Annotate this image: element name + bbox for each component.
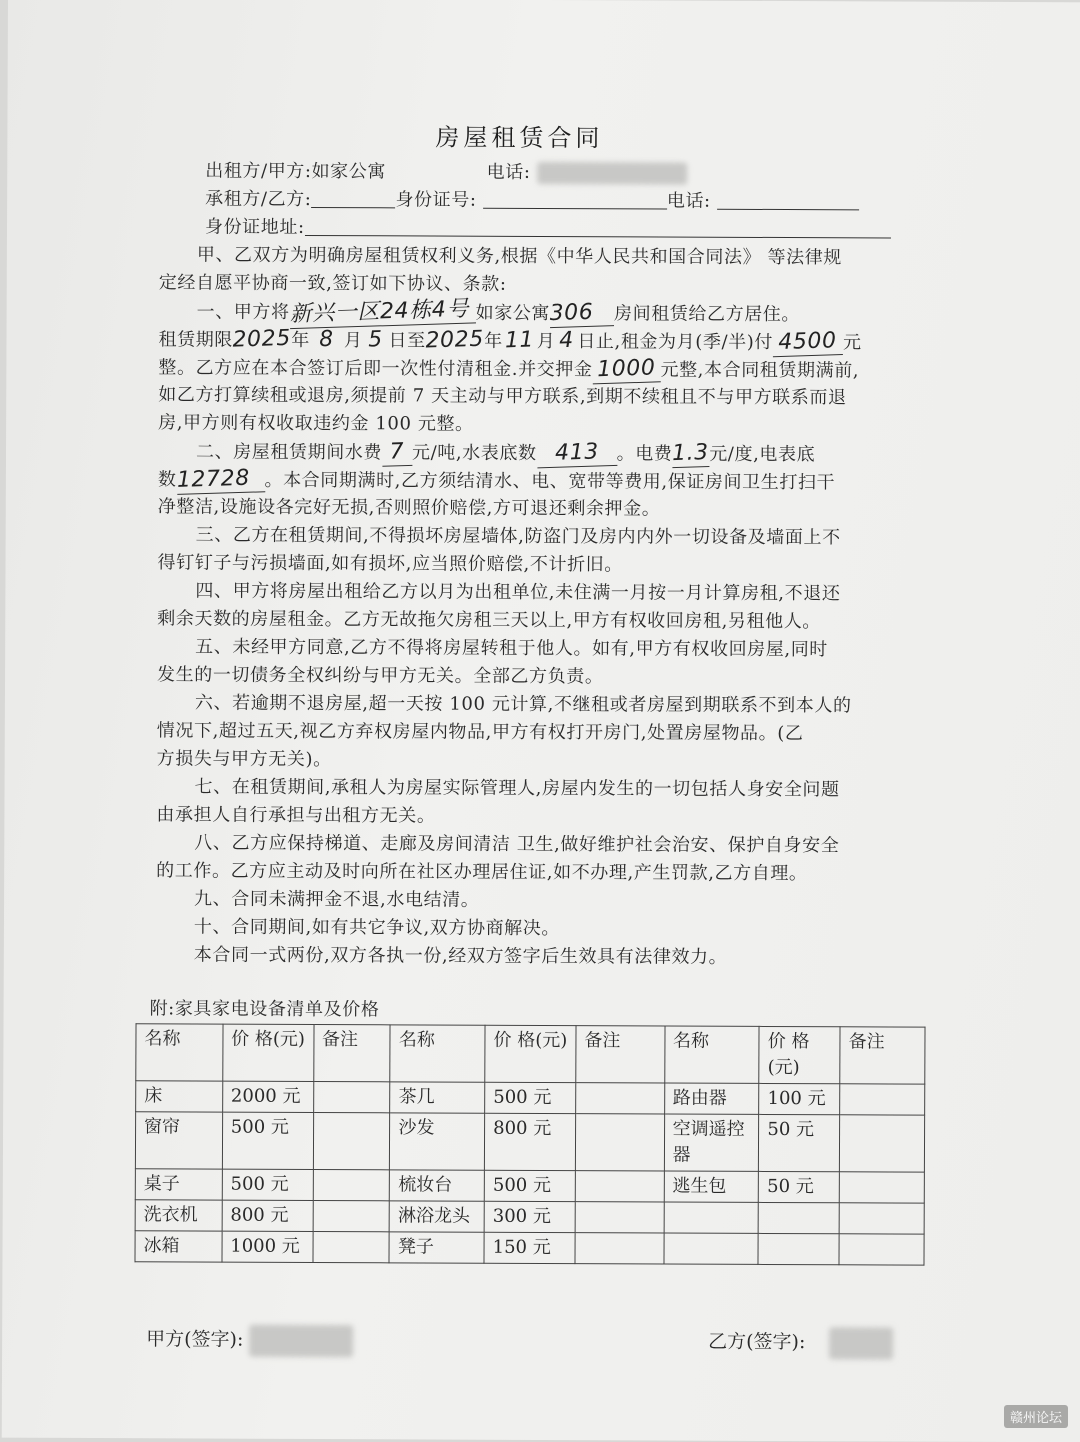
- furniture-table: [134, 1023, 925, 1265]
- id-number-blank: [483, 188, 667, 210]
- table-cell: 800 元: [484, 1113, 575, 1170]
- header-name-3: 名称: [664, 1026, 759, 1083]
- table-row: [135, 1231, 924, 1265]
- table-cell: 桌子: [135, 1169, 222, 1200]
- id-address-row: [205, 215, 891, 244]
- lessee-row: [205, 187, 859, 216]
- table-row: [135, 1112, 924, 1172]
- sign-a-area: [146, 1324, 353, 1357]
- header-note-2: 备注: [576, 1026, 665, 1083]
- handwritten-start-month: 8: [319, 326, 335, 353]
- id-address-label: 身份证地址:: [204, 216, 305, 238]
- handwritten-end-month: 11: [504, 327, 535, 354]
- clause-8-line-1: 八、乙方应保持梯道、走廊及房间清洁 卫生,做好维护社会治安、保护自身安全: [194, 832, 840, 857]
- table-cell: 500 元: [485, 1082, 576, 1113]
- table-cell: 床: [136, 1081, 223, 1112]
- signature-b-redaction: [829, 1327, 893, 1359]
- table-cell: 50 元: [759, 1114, 840, 1171]
- handwritten-start-day: 5: [367, 327, 384, 353]
- table-cell: [313, 1081, 390, 1112]
- handwritten-address: 新兴一区24栋4号: [289, 296, 476, 329]
- table-cell: 300 元: [484, 1201, 575, 1232]
- table-cell: 100 元: [759, 1083, 840, 1114]
- table-cell: [758, 1202, 839, 1233]
- sign-b-label: 乙方(签字):: [708, 1330, 806, 1354]
- phone-redaction: [537, 162, 687, 185]
- clause-3-line-2: 得钉钉子与污损墙面,如有损坏,应当照价赔偿,不计折旧。: [157, 552, 623, 576]
- table-cell: [313, 1169, 390, 1200]
- header-note-3: 备注: [840, 1027, 925, 1084]
- forum-watermark: 赣州论坛: [1004, 1405, 1068, 1428]
- table-cell: [664, 1202, 759, 1233]
- sign-b-area: [708, 1327, 893, 1360]
- table-cell: [839, 1172, 924, 1203]
- clause-8-line-2: 的工作。乙方应主动及时向所在社区办理居住证,如不办理,产生罚款,乙方自理。: [156, 860, 808, 885]
- handwritten-elec-fee: 1.3: [672, 440, 710, 467]
- clause-6-line-3: 方损失与甲方无关)。: [156, 748, 332, 771]
- header-price-1: 价 格(元): [223, 1024, 314, 1081]
- table-cell: [575, 1171, 664, 1202]
- table-cell: [840, 1084, 925, 1115]
- table-cell: 2000 元: [222, 1081, 313, 1112]
- header-price-2: 价 格(元): [485, 1025, 576, 1082]
- clause-6-line-2: 情况下,超过五天,视乙方弃权房屋内物品,甲方有权打开房门,处置房屋物品。(乙: [156, 720, 804, 745]
- table-row: [135, 1169, 924, 1203]
- clause-2-line-2: 数12728 。本合同期满时,乙方须结清水、电、宽带等费用,保证房间卫生打扫干: [157, 465, 836, 494]
- header-price-3: 价 格(元): [759, 1026, 840, 1083]
- table-cell: [313, 1231, 390, 1262]
- clause-5-line-1: 五、未经甲方同意,乙方不得将房屋转租于他人。如有,甲方有权收回房屋,同时: [195, 636, 828, 661]
- table-cell: 凳子: [389, 1232, 484, 1263]
- table-cell: 800 元: [222, 1200, 313, 1231]
- handwritten-room: 306: [550, 299, 615, 328]
- header-name-1: 名称: [136, 1024, 223, 1081]
- clause-5-line-2: 发生的一切债务全权纠纷与甲方无关。全部乙方负责。: [157, 664, 604, 688]
- table-cell: [313, 1112, 390, 1169]
- clause-3-line-1: 三、乙方在租赁期间,不得损坏房屋墙体,防盗门及房内内外一切设备及墙面上不: [195, 524, 841, 549]
- furniture-table-body: [135, 1024, 925, 1265]
- table-cell: [664, 1233, 759, 1264]
- table-cell: 逃生包: [664, 1171, 759, 1202]
- lessee-name-blank: [311, 187, 395, 208]
- appendix-title: 附:家具家电设备清单及价格: [149, 998, 380, 1021]
- table-header-row: [136, 1024, 925, 1084]
- clause-1-line-1: 一、甲方将新兴一区24栋4号 如家公寓306 房间租赁给乙方居住。: [196, 296, 801, 328]
- table-cell: [839, 1203, 924, 1234]
- closing-statement: 本合同一式两份,双方各执一份,经双方签字后生效具有法律效力。: [193, 944, 728, 968]
- table-row: [136, 1081, 925, 1115]
- table-cell: 茶几: [390, 1082, 485, 1113]
- id-address-blank: [305, 215, 891, 239]
- intro-line-2: 定经自愿平协商一致,签订如下协议、条款:: [158, 272, 507, 295]
- clause-7-line-2: 由承担人自行承担与出租方无关。: [156, 804, 436, 827]
- sign-a-label: 甲方(签字):: [146, 1328, 244, 1351]
- clause-6-line-1: 六、若逾期不退房屋,超一天按 100 元计算,不继租或者房屋到期联系不到本人的: [194, 692, 852, 717]
- table-row: [135, 1200, 924, 1234]
- table-cell: [575, 1202, 664, 1233]
- lessor-name: 如家公寓: [311, 160, 387, 183]
- handwritten-water-meter: 413: [536, 439, 617, 468]
- handwritten-end-year: 2025: [425, 326, 485, 354]
- page-title: 房屋租赁合同: [435, 123, 604, 153]
- clause-4-line-1: 四、甲方将房屋出租给乙方以月为出租单位,未住满一月按一月计算房租,不退还: [195, 580, 841, 605]
- handwritten-rent: 4500: [773, 328, 844, 357]
- clause-4-line-2: 剩余天数的房屋租金。乙方无故拖欠房租三天以上,甲方有权收回房租,另租他人。: [157, 608, 821, 633]
- intro-line-1: 甲、乙双方为明确房屋租赁权利义务,根据《中华人民共和国合同法》 等法律规: [196, 244, 842, 269]
- clause-1-line-4: 如乙方打算续租或退房,须提前 7 天主动与甲方联系,到期不续租且不与甲方联系而退: [158, 384, 847, 409]
- handwritten-deposit: 1000: [592, 355, 661, 384]
- table-cell: 500 元: [484, 1170, 575, 1201]
- table-cell: 空调遥控器: [664, 1114, 759, 1171]
- table-cell: [576, 1083, 665, 1114]
- handwritten-elec-meter: 12728: [176, 465, 265, 495]
- handwritten-start-year: 2025: [232, 325, 292, 353]
- lessor-phone-label: 电话:: [486, 161, 531, 183]
- table-cell: 1000 元: [222, 1231, 313, 1262]
- handwritten-end-day: 4: [558, 327, 574, 354]
- clause-1-line-5: 房,甲方则有权收取违约金 100 元整。: [158, 412, 474, 435]
- clause-7-line-1: 七、在租赁期间,承租人为房屋实际管理人,房屋内发生的一切包括人身安全问题: [194, 776, 840, 801]
- lessee-label: 承租方/乙方:: [205, 188, 312, 210]
- id-label: 身份证号:: [395, 189, 477, 211]
- table-cell: [313, 1200, 390, 1231]
- table-cell: [575, 1114, 664, 1171]
- clause-10: 十、合同期间,如有共它争议,双方协商解决。: [193, 916, 561, 940]
- lessor-row: [205, 159, 687, 187]
- lessee-phone-label: 电话:: [666, 190, 711, 212]
- table-cell: 窗帘: [135, 1112, 222, 1169]
- table-cell: [840, 1115, 925, 1172]
- clause-9: 九、合同未满押金不退,水电结清。: [194, 888, 480, 911]
- table-cell: 路由器: [664, 1083, 759, 1114]
- clause-1-line-2: 租赁期限2025年 8 月 5 日至2025年11 月 4 日止,租金为月(季/半)付 4500 元: [158, 326, 861, 356]
- header-note-1: 备注: [313, 1024, 390, 1081]
- table-cell: 150 元: [484, 1232, 575, 1263]
- handwritten-water-fee: 7: [382, 439, 413, 467]
- clause-1-line-3: 整。乙方应在本合签订后即一次性付清租金.并交押金 1000 元整,本合同租赁期满前,: [158, 354, 859, 384]
- table-cell: 梳妆台: [390, 1170, 485, 1201]
- table-cell: 洗衣机: [135, 1200, 222, 1231]
- table-cell: 500 元: [222, 1169, 313, 1200]
- header-name-2: 名称: [390, 1025, 485, 1082]
- table-cell: 50 元: [759, 1171, 840, 1202]
- clause-2-line-3: 净整洁,设施设各完好无损,否则照价赔偿,方可退还剩余押金。: [157, 496, 661, 520]
- table-cell: 淋浴龙头: [390, 1201, 485, 1232]
- lessor-label: 出租方/甲方:: [205, 160, 312, 182]
- table-cell: [575, 1233, 664, 1264]
- table-cell: 500 元: [222, 1112, 313, 1169]
- clause-2-line-1: 二、房屋租赁期间水费 7 元/吨,水表底数 413 。电费1.3元/度,电表底: [196, 438, 815, 468]
- table-cell: [839, 1234, 924, 1265]
- contract-paper: [2, 0, 1080, 1442]
- table-cell: 冰箱: [135, 1231, 222, 1262]
- signature-a-redaction: [249, 1325, 353, 1357]
- lessee-phone-blank: [717, 189, 859, 211]
- table-cell: [758, 1233, 839, 1264]
- table-cell: 沙发: [390, 1113, 485, 1170]
